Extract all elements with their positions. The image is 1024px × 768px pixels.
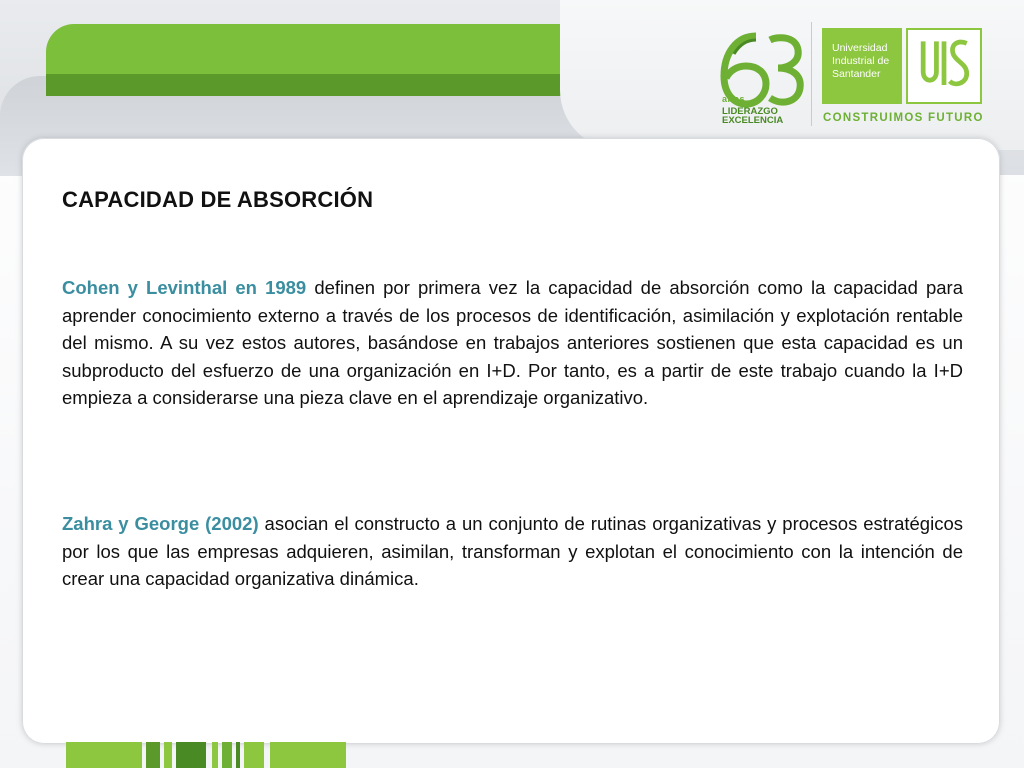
logo-divider (811, 22, 812, 126)
paragraph-cohen-levinthal (62, 274, 963, 412)
anniversary-motto (722, 107, 783, 125)
university-line-2: Industrial de (832, 55, 890, 67)
paragraph-zahra-george (62, 510, 963, 593)
paragraph-text-2: asocian el constructo a un conjunto de rutinas organizativas y procesos estratégicos por los que las empresas adquieren, asimilan, transforman y explotan el conocimiento con la intención de crear una capacidad organizativa dinámica. (62, 513, 963, 589)
university-line-3: Santander (832, 68, 881, 80)
citation-cohen-levinthal: Cohen y Levinthal en 1989 (62, 277, 307, 298)
uis-logo-mark (906, 28, 982, 104)
citation-zahra-george: Zahra y George (2002) (62, 513, 259, 534)
slogan: CONSTRUIMOS FUTURO (823, 112, 984, 124)
university-line-1: Universidad (832, 42, 888, 54)
anniversary-years: años (722, 94, 746, 104)
anniversary-line-1: LIDERAZGO (722, 106, 778, 117)
slide-title: CAPACIDAD DE ABSORCIÓN (62, 187, 374, 212)
footer-stripes (66, 742, 346, 768)
university-name-box (822, 28, 902, 104)
content-card (22, 138, 1000, 744)
paragraph-text-1: definen por primera vez la capacidad de absorción como la capacidad para aprender conocimiento externo a través de los procesos de identificación, asimilación y explotación rentable del mismo. A su vez estos autores, basándose en trabajos anteriores sostienen que esta capacidad es un subproducto del esfuerzo de una organización en I+D. Por tanto, es a partir de este trabajo cuando la I+D empieza a considerarse una pieza clave en el aprendizaje organizativo. (62, 277, 963, 408)
anniversary-line-2: EXCELENCIA (722, 115, 784, 126)
